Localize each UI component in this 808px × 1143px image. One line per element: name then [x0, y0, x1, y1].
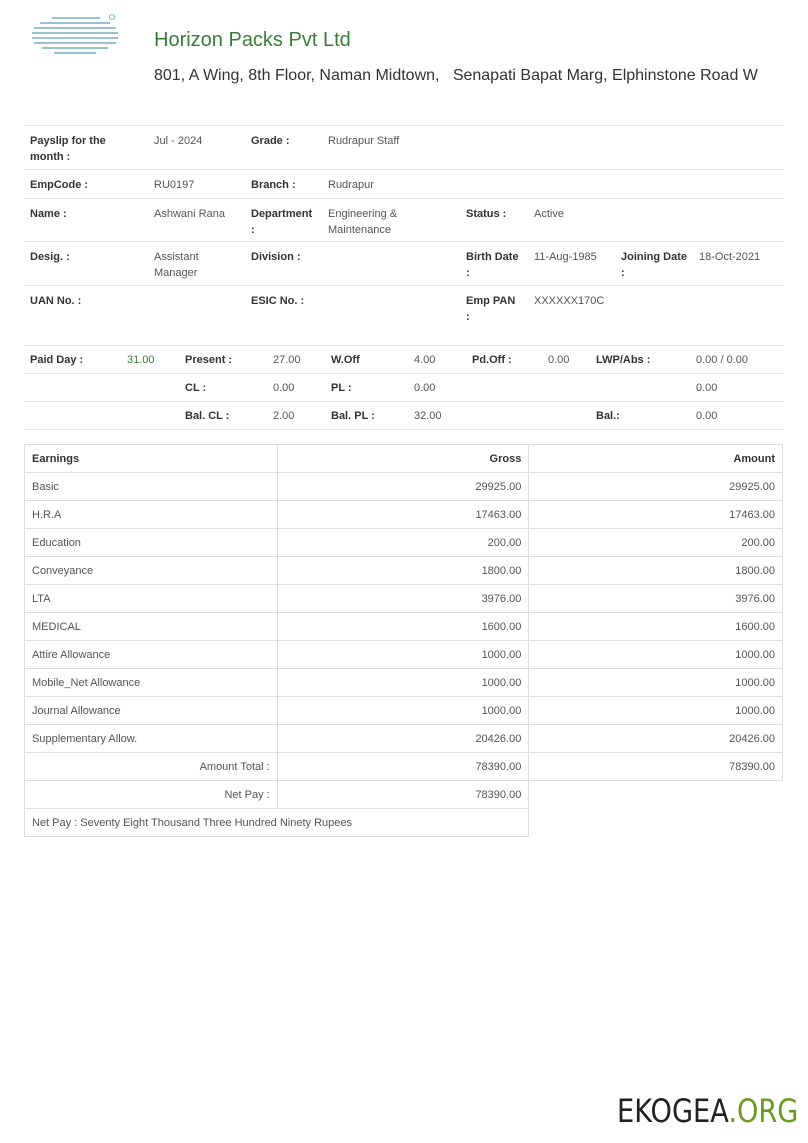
uan-label: UAN No. :	[30, 295, 82, 307]
earnings-row	[25, 585, 783, 613]
brand-name: EKOGEA	[616, 1092, 728, 1130]
department-value: Engineering & Maintenance	[328, 208, 398, 236]
earning-amount: 20426.00	[529, 725, 783, 753]
earning-gross: 1800.00	[277, 557, 529, 585]
earning-amount: 200.00	[529, 529, 783, 557]
earning-gross: 3976.00	[277, 585, 529, 613]
net-pay-value: 78390.00	[277, 781, 529, 809]
total-gross: 78390.00	[277, 753, 529, 781]
cl-value: 0.00	[273, 382, 295, 394]
grade-value: Rudrapur Staff	[328, 135, 400, 147]
earnings-row	[25, 641, 783, 669]
earning-amount: 1800.00	[529, 557, 783, 585]
birth-date-label: Birth Date :	[466, 251, 519, 279]
woff-label: W.Off	[331, 354, 360, 366]
company-name: Horizon Packs Pvt Ltd	[154, 29, 351, 51]
grade-label: Grade :	[251, 135, 290, 147]
gross-header: Gross	[277, 445, 529, 473]
pdoff-value: 0.00	[548, 354, 570, 366]
bal-cl-value: 2.00	[273, 410, 295, 422]
net-pay-label: Net Pay :	[25, 781, 278, 809]
present-value: 27.00	[273, 354, 301, 366]
earning-amount: 1600.00	[529, 613, 783, 641]
earning-amount: 3976.00	[529, 585, 783, 613]
earning-name: Supplementary Allow.	[25, 725, 278, 753]
earning-name: Journal Allowance	[25, 697, 278, 725]
pan-value: XXXXXX170C	[534, 295, 605, 307]
earning-amount: 1000.00	[529, 641, 783, 669]
paid-day-label: Paid Day :	[30, 354, 84, 366]
bal-cl-label: Bal. CL :	[185, 410, 230, 422]
desig-label: Desig. :	[30, 251, 70, 263]
bal-pl-label: Bal. PL :	[331, 410, 375, 422]
earning-name: Basic	[25, 473, 278, 501]
birth-date-value: 11-Aug-1985	[534, 251, 597, 263]
earnings-row	[25, 669, 783, 697]
pl-value: 0.00	[414, 382, 436, 394]
earnings-table	[24, 444, 783, 837]
joining-date-label: Joining Date :	[621, 251, 688, 279]
division-label: Division :	[251, 251, 301, 263]
earning-amount: 17463.00	[529, 501, 783, 529]
desig-value: Assistant Manager	[154, 251, 199, 279]
amount-total-label: Amount Total :	[25, 753, 278, 781]
earnings-row	[25, 725, 783, 753]
earnings-row	[25, 697, 783, 725]
joining-date-value: 18-Oct-2021	[699, 251, 761, 263]
name-label: Name :	[30, 208, 67, 220]
pan-label: Emp PAN :	[466, 295, 516, 323]
earnings-row	[25, 613, 783, 641]
earning-name: Mobile_Net Allowance	[25, 669, 278, 697]
name-value: Ashwani Rana	[154, 208, 225, 220]
earning-amount: 1000.00	[529, 669, 783, 697]
bal-label: Bal.:	[596, 410, 620, 422]
earning-gross: 200.00	[277, 529, 529, 557]
earning-amount: 1000.00	[529, 697, 783, 725]
earnings-row	[25, 529, 783, 557]
earnings-row	[25, 501, 783, 529]
status-label: Status :	[466, 208, 507, 220]
month-label: Payslip for the month :	[30, 135, 106, 163]
status-value: Active	[534, 208, 564, 220]
earning-name: Education	[25, 529, 278, 557]
other-leave-value: 0.00	[696, 382, 718, 394]
amount-header: Amount	[529, 445, 783, 473]
month-value: Jul - 2024	[154, 135, 203, 147]
employee-info-table	[24, 125, 784, 346]
empcode-label: EmpCode :	[30, 179, 89, 191]
company-address: 801, A Wing, 8th Floor, Naman Midtown, Senapati Bapat Marg, Elphinstone Road W	[154, 67, 758, 84]
branch-value: Rudrapur	[328, 179, 374, 191]
present-label: Present :	[185, 354, 233, 366]
pl-label: PL :	[331, 382, 352, 394]
earning-gross: 17463.00	[277, 501, 529, 529]
total-amount: 78390.00	[529, 753, 783, 781]
earning-name: MEDICAL	[25, 613, 278, 641]
pdoff-label: Pd.Off :	[472, 354, 512, 366]
earnings-header: Earnings	[25, 445, 278, 473]
earning-gross: 1600.00	[277, 613, 529, 641]
company-logo-icon	[30, 14, 122, 56]
earning-gross: 1000.00	[277, 669, 529, 697]
lwp-value: 0.00 / 0.00	[696, 354, 748, 366]
cl-label: CL :	[185, 382, 207, 394]
earnings-row	[25, 473, 783, 501]
paid-day-value: 31.00	[127, 354, 155, 366]
earning-name: H.R.A	[25, 501, 278, 529]
attendance-table	[24, 345, 784, 430]
earning-name: LTA	[25, 585, 278, 613]
earning-gross: 20426.00	[277, 725, 529, 753]
net-pay-words: Net Pay : Seventy Eight Thousand Three Hundred Ninety Rupees	[25, 809, 529, 837]
department-label: Department :	[251, 208, 313, 236]
earning-gross: 1000.00	[277, 697, 529, 725]
earning-gross: 29925.00	[277, 473, 529, 501]
watermark-logo	[617, 1092, 798, 1130]
branch-label: Branch :	[251, 179, 296, 191]
empcode-value: RU0197	[154, 179, 195, 191]
woff-value: 4.00	[414, 354, 436, 366]
brand-suffix: .ORG	[727, 1092, 798, 1130]
earning-amount: 29925.00	[529, 473, 783, 501]
earning-gross: 1000.00	[277, 641, 529, 669]
esic-label: ESIC No. :	[251, 295, 305, 307]
bal-value: 0.00	[696, 410, 718, 422]
earning-name: Attire Allowance	[25, 641, 278, 669]
bal-pl-value: 32.00	[414, 410, 442, 422]
earning-name: Conveyance	[25, 557, 278, 585]
earnings-row	[25, 557, 783, 585]
lwp-label: LWP/Abs :	[596, 354, 651, 366]
